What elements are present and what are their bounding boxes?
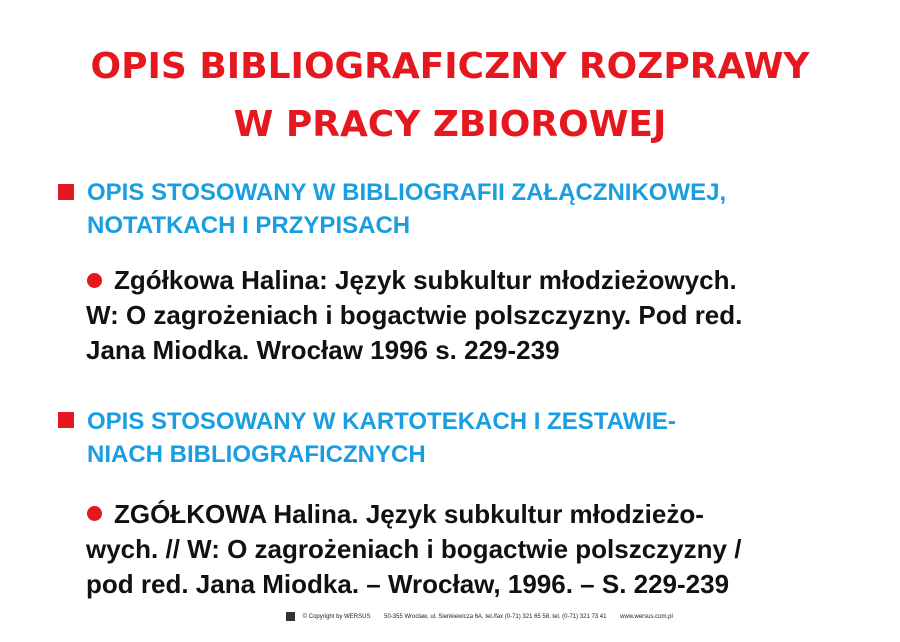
title-line-2: W PRACY ZBIOROWEJ xyxy=(233,104,667,145)
footer-copyright: © Copyright by WERSUS xyxy=(302,613,371,620)
section-1-heading-line-1: OPIS STOSOWANY W BIBLIOGRAFII ZAŁĄCZNIKOWEJ, xyxy=(87,179,727,206)
section-1-bullet xyxy=(87,273,102,288)
section-2-entry-line-2: wych. // W: O zagrożeniach i bogactwie polszczyzny / xyxy=(86,534,742,564)
section-1-square-marker xyxy=(58,184,74,200)
title-line-1: OPIS BIBLIOGRAFICZNY ROZPRAWY xyxy=(90,46,810,87)
section-1-heading-line-2: NOTATKACH I PRZYPISACH xyxy=(87,212,411,239)
section-1-entry-line-1: Zgółkowa Halina: Język subkultur młodzieżowych. xyxy=(114,265,737,295)
section-1-entry-line-2: W: O zagrożeniach i bogactwie polszczyzny. Pod red. xyxy=(86,300,743,330)
section-2-entry-line-1: ZGÓŁKOWA Halina. Język subkultur młodzieżo- xyxy=(114,499,704,529)
section-2-entry-line-3: pod red. Jana Miodka. – Wrocław, 1996. – S. 229-239 xyxy=(86,569,730,599)
section-2-square-marker xyxy=(58,412,74,428)
section-2-heading-line-1: OPIS STOSOWANY W KARTOTEKACH I ZESTAWIE- xyxy=(87,408,676,435)
footer-website[interactable]: www.wersus.com.pl xyxy=(620,613,673,620)
footer-address: 50-355 Wrocław, ul. Sienkiewicza 6A, tel./fax (0-71) 321 65 58, tel. (0-71) 321 73 41 xyxy=(384,613,607,620)
section-2-heading-line-2: NIACH BIBLIOGRAFICZNYCH xyxy=(87,441,426,468)
section-1-entry-line-3: Jana Miodka. Wrocław 1996 s. 229-239 xyxy=(86,335,560,365)
section-2-bullet xyxy=(87,506,102,521)
publisher-logo-icon xyxy=(286,612,295,621)
footer xyxy=(286,612,685,621)
